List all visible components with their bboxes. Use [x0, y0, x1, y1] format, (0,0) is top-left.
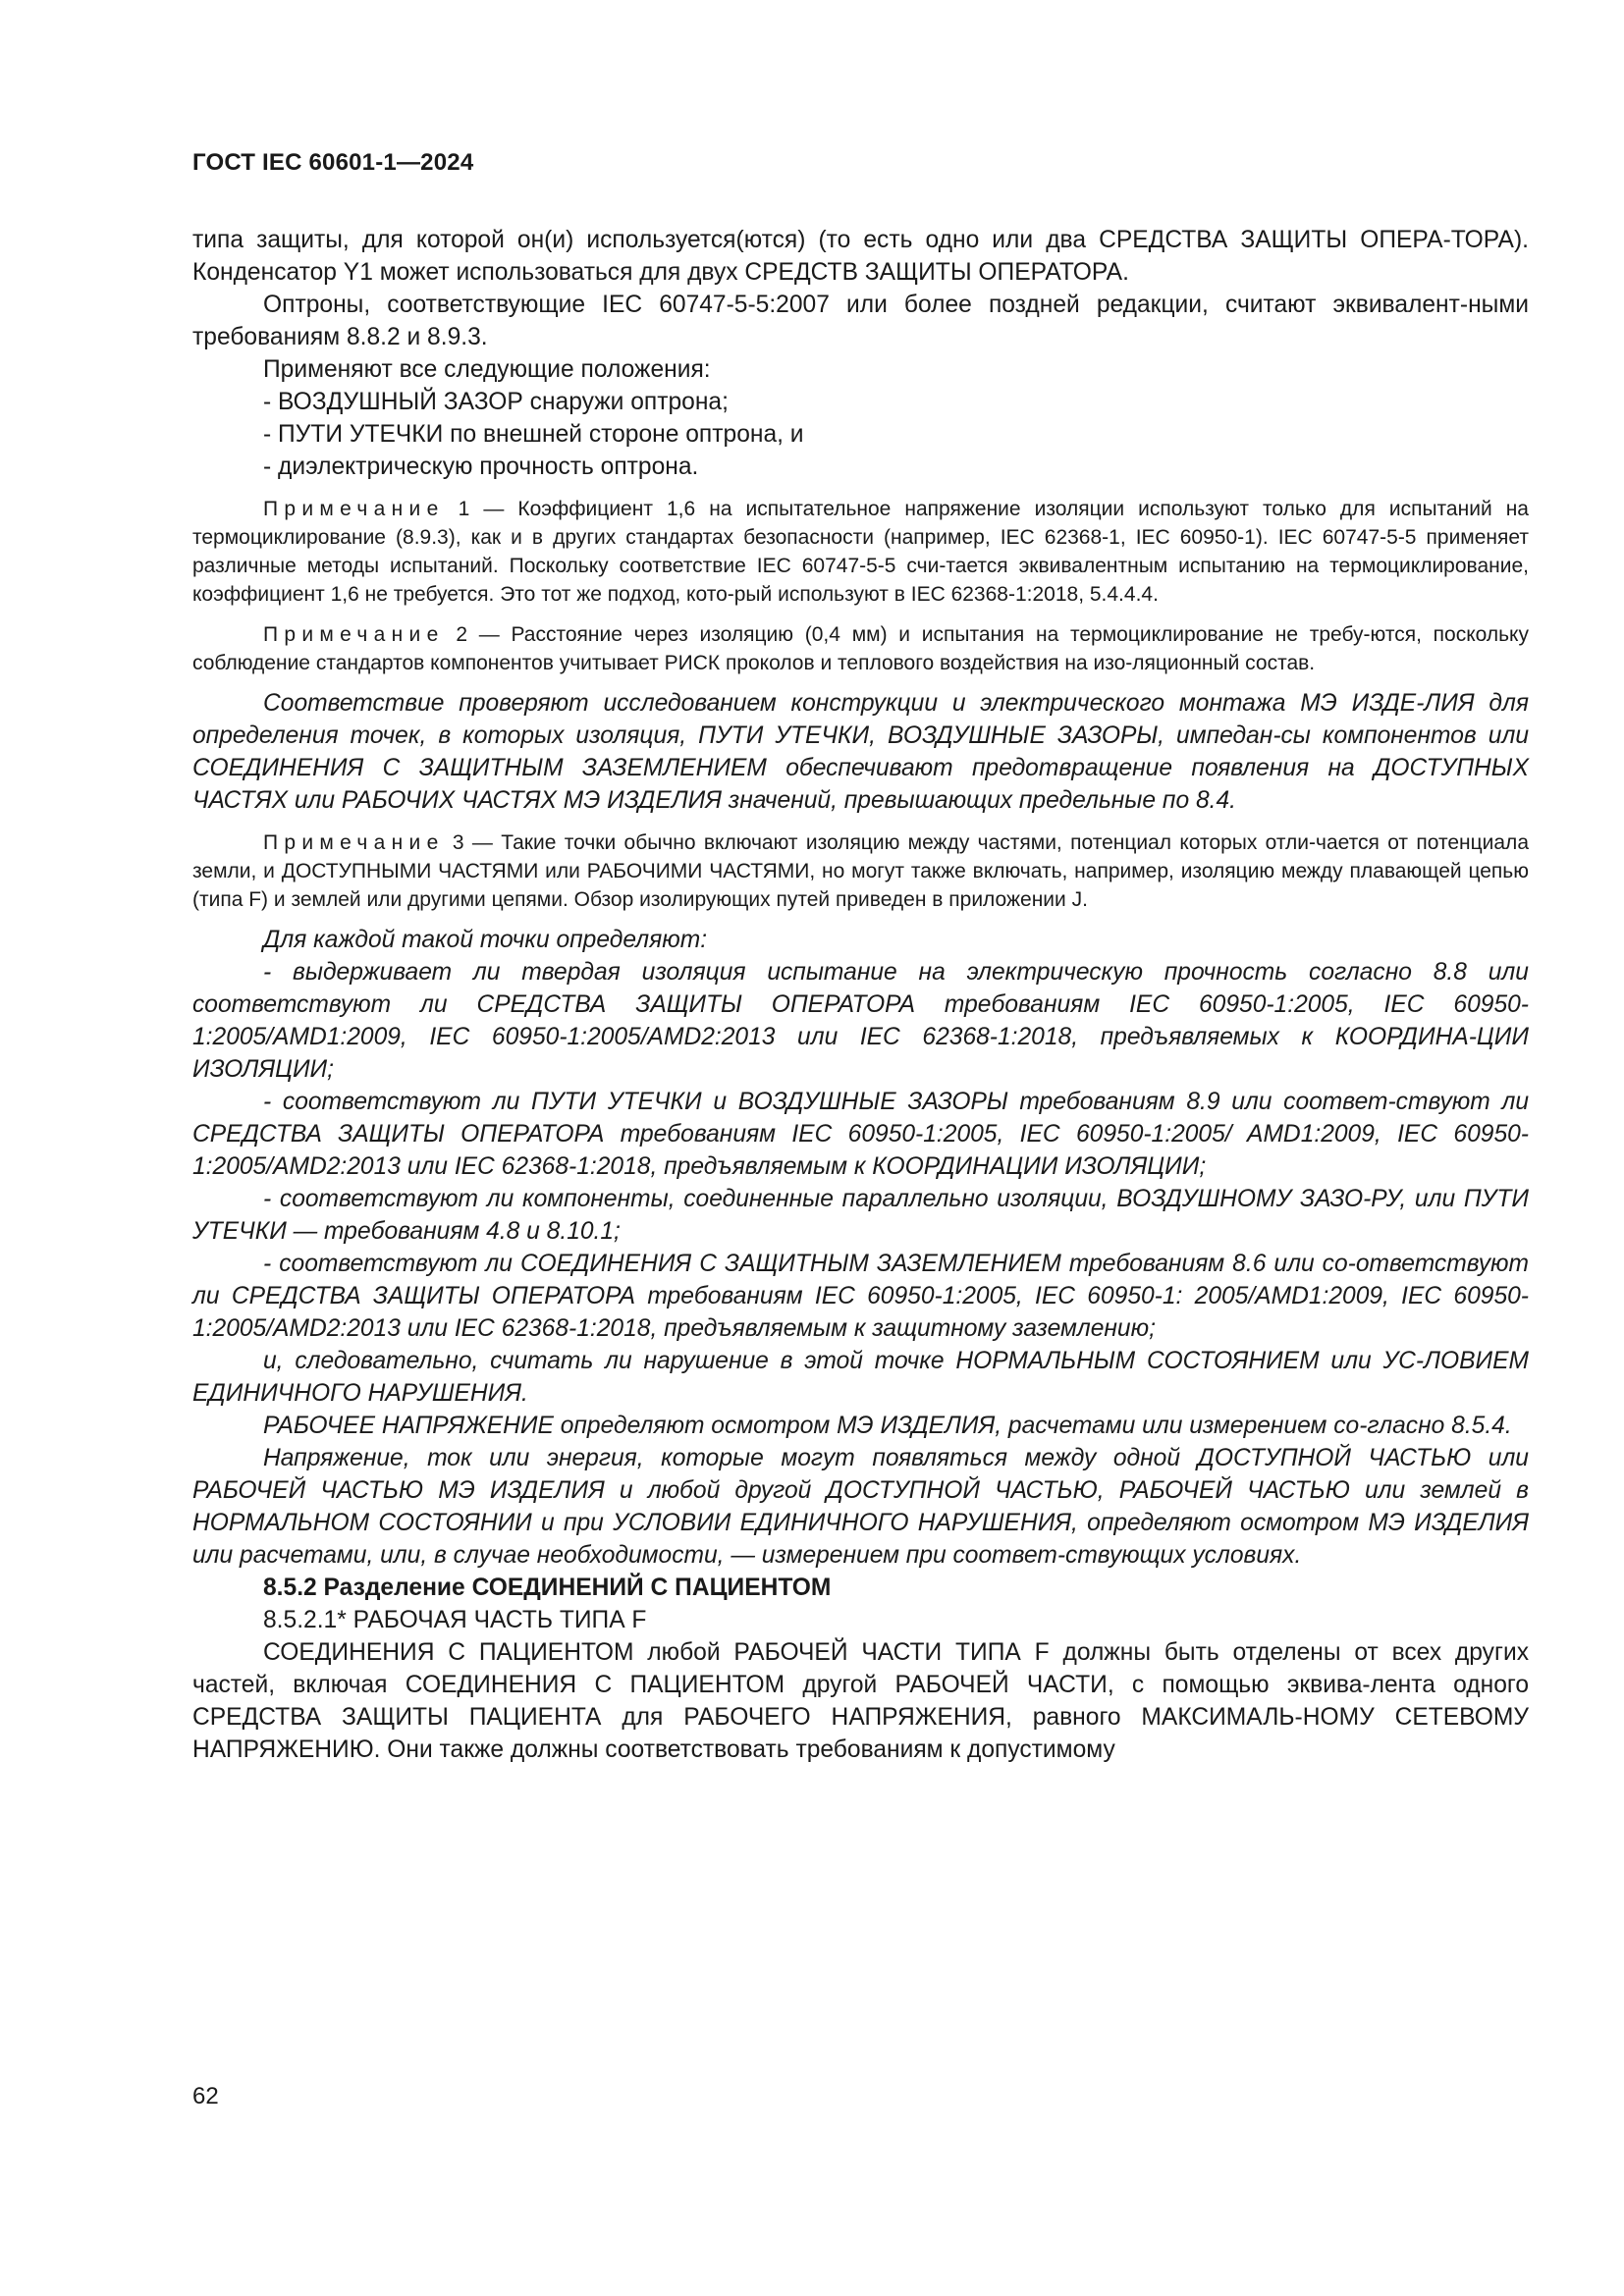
compliance-paragraph: - соответствуют ли СОЕДИНЕНИЯ С ЗАЩИТНЫМ ЗАЗЕМЛЕНИЕМ требованиям 8.6 или со-ответствуют ли СРЕДСТВА ЗАЩИТЫ ОПЕРАТОРА требованиям IEC 60950-1:2005, IEC 60950-1: 2005/AMD1:2009, IEC 60950-1:2005/AMD2:2013 или IEC 62368-1:2018, предъявляемым к защитному заземлению; [192, 1251, 1529, 1342]
paragraph: Оптроны, соответствующие IEC 60747-5-5:2007 или более поздней редакции, считают эквивалент-ными требованиям 8.8.2 и 8.9.3. [192, 292, 1529, 350]
note-text: 3 — Такие точки обычно включают изоляцию между частями, потенциал которых отли-чается от потенциала земли, и ДОСТУПНЫМИ ЧАСТЯМИ или РАБОЧИМИ ЧАСТЯМИ, но могут также включать, например, изоляцию между плавающей цепью (типа F) и землей или другими цепями. Обзор изолирующих путей приведен в приложении J. [192, 831, 1529, 911]
note-label: Примечание [263, 498, 445, 520]
note-label: Примечание [263, 623, 445, 646]
note-1 [192, 495, 1529, 609]
compliance-paragraph: - выдерживает ли твердая изоляция испытание на электрическую прочность согласно 8.8 или соответствуют ли СРЕДСТВА ЗАЩИТЫ ОПЕРАТОРА требованиям IEC 60950-1:2005, IEC 60950-1:2005/AMD1:2009, IEC 60950-1:2005/AMD2:2013 или IEC 62368-1:2018, предъявляемых к КООРДИНА-ЦИИ ИЗОЛЯЦИИ; [192, 959, 1529, 1083]
subsection-heading: 8.5.2.1* РАБОЧАЯ ЧАСТЬ ТИПА F [263, 1607, 647, 1633]
section-heading: 8.5.2 Разделение СОЕДИНЕНИЙ С ПАЦИЕНТОМ [263, 1575, 832, 1601]
list-item: - диэлектрическую прочность оптрона. [263, 454, 699, 480]
list-item: - ПУТИ УТЕЧКИ по внешней стороне оптрона, и [263, 421, 804, 448]
page-header-standard: ГОСТ IEC 60601-1—2024 [192, 149, 474, 176]
compliance-paragraph: РАБОЧЕЕ НАПРЯЖЕНИЕ определяют осмотром МЭ ИЗДЕЛИЯ, расчетами или измерением со-гласно 8.5.4. [263, 1413, 1512, 1439]
compliance-paragraph: Соответствие проверяют исследованием конструкции и электрического монтажа МЭ ИЗДЕ-ЛИЯ для определения точек, в которых изоляция, ПУТИ УТЕЧКИ, ВОЗДУШНЫЕ ЗАЗОРЫ, импедан-сы компонентов или СОЕДИНЕНИЯ С ЗАЩИТНЫМ ЗАЗЕМЛЕНИЕМ обеспечивают предотвращение появления на ДОСТУПНЫХ ЧАСТЯХ или РАБОЧИХ ЧАСТЯХ МЭ ИЗДЕЛИЯ значений, превышающих предельные по 8.4. [192, 690, 1529, 814]
compliance-paragraph: - соответствуют ли компоненты, соединенные параллельно изоляции, ВОЗДУШНОМУ ЗАЗО-РУ, или ПУТИ УТЕЧКИ — требованиям 4.8 и 8.10.1; [192, 1186, 1529, 1245]
note-label: Примечание [263, 831, 445, 854]
note-text: 2 — Расстояние через изоляцию (0,4 мм) и испытания на термоциклирование не требу-ются, поскольку соблюдение стандартов компонентов учитывает РИСК проколов и теплового воздействия на изо-ляционный состав. [192, 623, 1529, 674]
compliance-paragraph: и, следовательно, считать ли нарушение в этой точке НОРМАЛЬНЫМ СОСТОЯНИЕМ или УС-ЛОВИЕМ ЕДИНИЧНОГО НАРУШЕНИЯ. [192, 1348, 1529, 1407]
note-3 [192, 828, 1529, 914]
paragraph: Применяют все следующие положения: [263, 356, 711, 383]
paragraph: СОЕДИНЕНИЯ С ПАЦИЕНТОМ любой РАБОЧЕЙ ЧАСТИ ТИПА F должны быть отделены от всех других частей, включая СОЕДИНЕНИЯ С ПАЦИЕНТОМ другой РАБОЧЕЙ ЧАСТИ, с помощью эквива-лента одного СРЕДСТВА ЗАЩИТЫ ПАЦИЕНТА для РАБОЧЕГО НАПРЯЖЕНИЯ, равного МАКСИМАЛЬ-НОМУ СЕТЕВОМУ НАПРЯЖЕНИЮ. Они также должны соответствовать требованиям к допустимому [192, 1639, 1529, 1763]
body-text [192, 224, 1529, 1766]
compliance-paragraph: - соответствуют ли ПУТИ УТЕЧКИ и ВОЗДУШНЫЕ ЗАЗОРЫ требованиям 8.9 или соответ-ствуют ли СРЕДСТВА ЗАЩИТЫ ОПЕРАТОРА требованиям IEC 60950-1:2005, IEC 60950-1:2005/ AMD1:2009, IEC 60950-1:2005/AMD2:2013 или IEC 62368-1:2018, предъявляемым к КООРДИНАЦИИ ИЗОЛЯЦИИ; [192, 1089, 1529, 1180]
compliance-paragraph: Для каждой такой точки определяют: [263, 927, 708, 953]
note-2 [192, 620, 1529, 677]
list-item: - ВОЗДУШНЫЙ ЗАЗОР снаружи оптрона; [263, 389, 729, 415]
note-text: 1 — Коэффициент 1,6 на испытательное напряжение изоляции используют только для испытаний на термоциклирование (8.9.3), как и в других стандартах безопасности (например, IEC 62368-1, IEC 60950-1). IEC 60747-5-5 применяет различные методы испытаний. Поскольку соответствие IEC 60747-5-5 счи-тается эквивалентным испытанию на термоциклирование, коэффициент 1,6 не требуется. Это тот же подход, кото-рый используют в IEC 62368-1:2018, 5.4.4.4. [192, 498, 1529, 606]
compliance-paragraph: Напряжение, ток или энергия, которые могут появляться между одной ДОСТУПНОЙ ЧАСТЬЮ или РАБОЧЕЙ ЧАСТЬЮ МЭ ИЗДЕЛИЯ и любой другой ДОСТУПНОЙ ЧАСТЬЮ, РАБОЧЕЙ ЧАСТЬЮ или землей в НОРМАЛЬНОМ СОСТОЯНИИ и при УСЛОВИИ ЕДИНИЧНОГО НАРУШЕНИЯ, определяют осмотром МЭ ИЗДЕЛИЯ или расчетами, или, в случае необходимости, — измерением при соответ-ствующих условиях. [192, 1445, 1529, 1569]
paragraph: типа защиты, для которой он(и) используется(ются) (то есть одно или два СРЕДСТВА ЗАЩИТЫ ОПЕРА-ТОРА). Конденсатор Y1 может использоваться для двух СРЕДСТВ ЗАЩИТЫ ОПЕРАТОРА. [192, 227, 1529, 286]
page-number: 62 [192, 2083, 219, 2109]
